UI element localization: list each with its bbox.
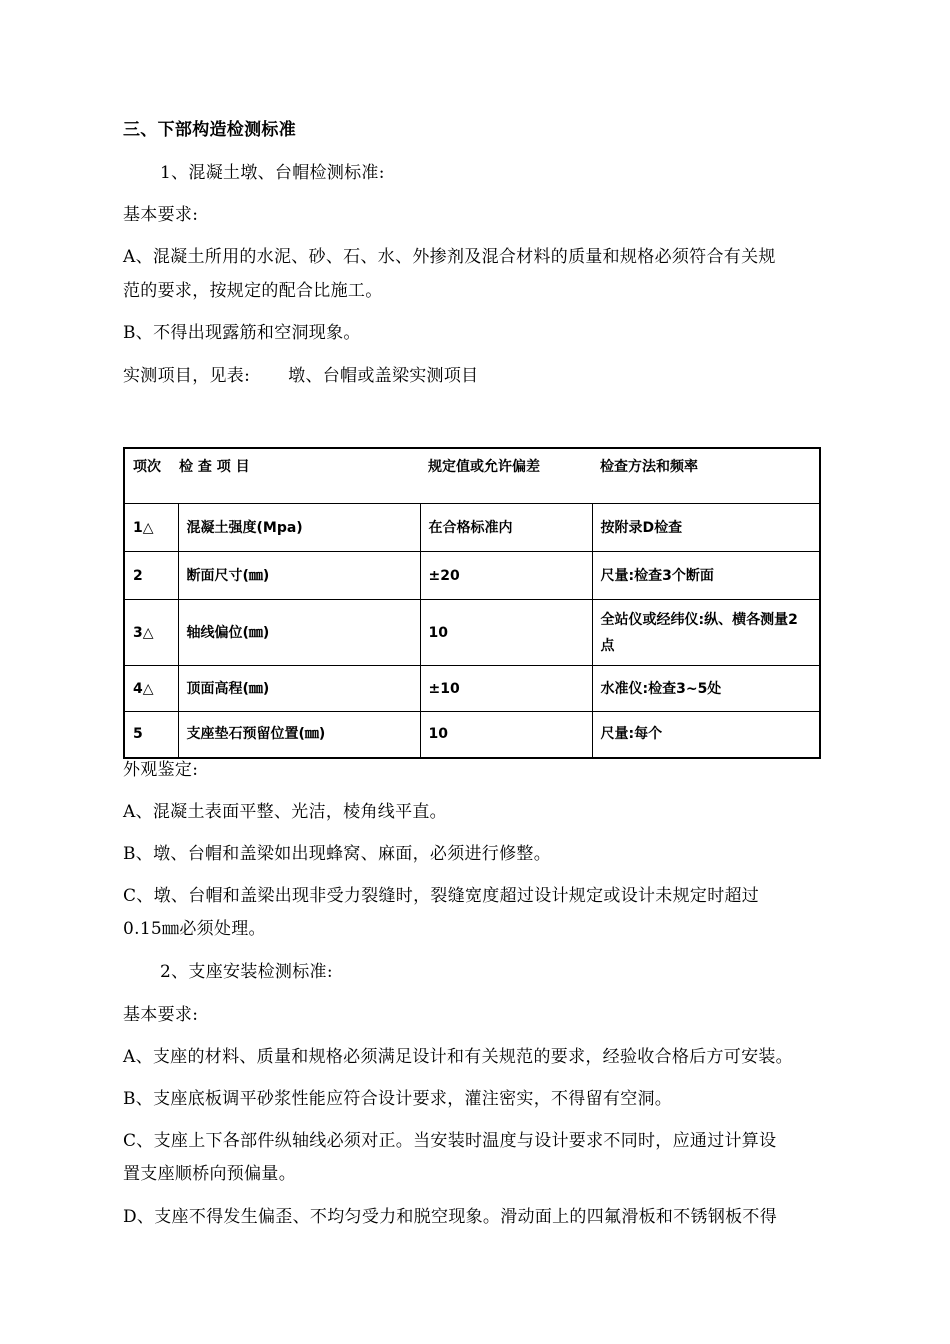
row-item: 顶面高程(㎜): [178, 666, 420, 712]
bearing-requirement-a: A、支座的材料、质量和规格必须满足设计和有关规范的要求，经验收合格后方可安装。: [123, 1047, 793, 1067]
table-row: [124, 600, 820, 666]
table-row: [124, 712, 820, 758]
row-no: 3△: [124, 600, 178, 666]
bearing-requirement-c-line1: C、支座上下各部件纵轴线必须对正。当安装时温度与设计要求不同时，应通过计算设: [123, 1131, 777, 1151]
bearing-requirement-c-line2: 置支座顺桥向预偏量。: [123, 1164, 296, 1184]
table-caption: 墩、台帽或盖梁实测项目: [288, 366, 479, 386]
row-method: 尺量:每个: [592, 712, 820, 758]
row-tolerance: 在合格标准内: [420, 504, 592, 552]
header-item: 检 查 项 目: [179, 459, 250, 475]
header-no: 项次: [133, 459, 161, 475]
subsection-title-piers: 1、混凝土墩、台帽检测标准:: [160, 163, 385, 183]
row-tolerance: ±20: [420, 552, 592, 600]
table-row: [124, 504, 820, 552]
bearing-requirement-b: B、支座底板调平砂浆性能应符合设计要求，灌注密实，不得留有空洞。: [123, 1089, 673, 1109]
row-method: 按附录D检查: [592, 504, 820, 552]
section-title: 三、下部构造检测标准: [123, 120, 296, 140]
row-method: 水准仪:检查3~5处: [592, 666, 820, 712]
subsection-title-bearings: 2、支座安装检测标准:: [160, 962, 333, 982]
appearance-c-line1: C、墩、台帽和盖梁出现非受力裂缝时，裂缝宽度超过设计规定或设计未规定时超过: [123, 886, 760, 906]
row-method: 全站仪或经纬仪:纵、横各测量2点: [592, 600, 820, 666]
measured-items-label: 实测项目，见表:: [123, 366, 251, 386]
table-row: [124, 666, 820, 712]
row-tolerance: 10: [420, 712, 592, 758]
requirement-a-line2: 范的要求，按规定的配合比施工。: [123, 281, 383, 301]
bearing-requirement-d-line1: D、支座不得发生偏歪、不均匀受力和脱空现象。滑动面上的四氟滑板和不锈钢板不得: [123, 1207, 778, 1227]
basic-requirements-label-2: 基本要求:: [123, 1005, 199, 1025]
inspection-table: [123, 447, 821, 759]
row-method: 尺量:检查3个断面: [592, 552, 820, 600]
basic-requirements-label: 基本要求:: [123, 205, 199, 225]
row-item: 混凝土强度(Mpa): [178, 504, 420, 552]
requirement-a-line1: A、混凝土所用的水泥、砂、石、水、外掺剂及混合材料的质量和规格必须符合有关规: [123, 247, 776, 267]
requirement-b: B、不得出现露筋和空洞现象。: [123, 323, 361, 343]
appearance-c-line2: 0.15㎜必须处理。: [123, 919, 266, 939]
row-item: 断面尺寸(㎜): [178, 552, 420, 600]
row-tolerance: ±10: [420, 666, 592, 712]
header-method: 检查方法和频率: [592, 448, 820, 504]
row-item: 轴线偏位(㎜): [178, 600, 420, 666]
appearance-a: A、混凝土表面平整、光洁，棱角线平直。: [123, 802, 447, 822]
table-row: [124, 552, 820, 600]
measured-items-line: [123, 366, 478, 386]
row-no: 1△: [124, 504, 178, 552]
row-item: 支座垫石预留位置(㎜): [178, 712, 420, 758]
row-tolerance: 10: [420, 600, 592, 666]
appearance-label: 外观鉴定:: [123, 760, 199, 780]
header-no-item: [124, 448, 420, 504]
appearance-b: B、墩、台帽和盖梁如出现蜂窝、麻面，必须进行修整。: [123, 844, 551, 864]
header-tolerance: 规定值或允许偏差: [420, 448, 592, 504]
row-no: 4△: [124, 666, 178, 712]
row-no: 5: [124, 712, 178, 758]
table-header-row: [124, 448, 820, 504]
row-no: 2: [124, 552, 178, 600]
